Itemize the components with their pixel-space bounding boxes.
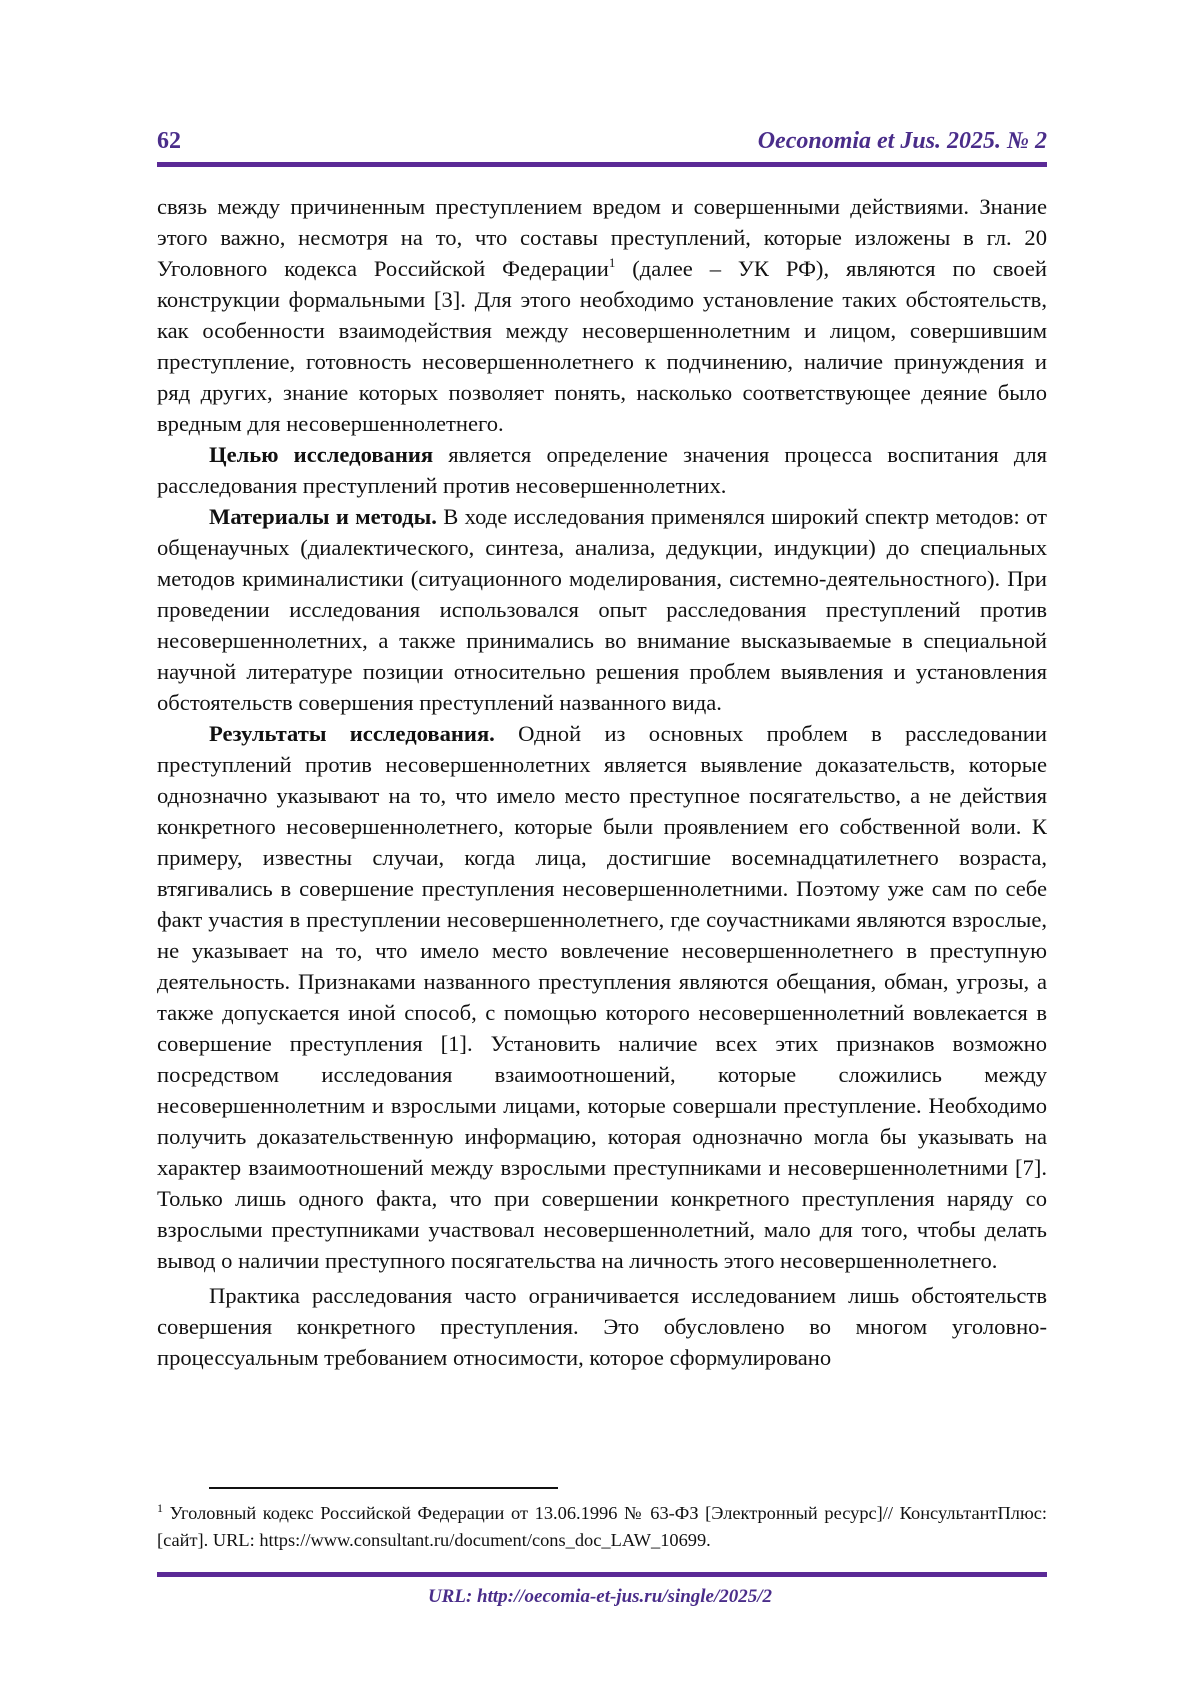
page-header: [157, 128, 1047, 162]
journal-title: Oeconomia et Jus. 2025. № 2: [757, 128, 1047, 154]
methods-text: В ходе исследования применялся широкий спектр методов: от общенаучных (диалектического, синтеза, анализа, дедукции, индукции) до специальных методов криминалистики (ситуационного моделирования, системно-деятельностного). При проведении исследования использовался опыт расследования преступлений против несовершеннолетних, а также принимались во внимание высказываемые в специальной научной литературе позиции относительно решения проблем выявления и установления обстоятельств совершения преступлений названного вида.: [157, 504, 1047, 715]
aim-text: является определение значения процесса воспитания для расследования преступлений против несовершеннолетних.: [157, 442, 1047, 498]
paragraph-1: [157, 191, 1047, 439]
paragraph-1-text-a: связь между причиненным преступлением вредом и совершенными действиями. Знание этого важно, несмотря на то, что составы преступлений, которые изложены в гл. 20 Уголовного кодекса Российской Федерации: [157, 194, 1047, 281]
article-body: [157, 191, 1047, 1373]
page-number: 62: [157, 128, 181, 154]
aim-heading: Целью исследования: [209, 442, 434, 467]
footnote-divider: [209, 1487, 558, 1489]
footnote-mark: 1: [157, 1501, 163, 1515]
methods-heading: Материалы и методы.: [209, 504, 437, 529]
results-text: Одной из основных проблем в расследовании преступлений против несовершеннолетних является выявление доказательств, которые однозначно указывают на то, что имело место преступное посягательство, а не действия конкретного несовершеннолетнего, которые были проявлением его собственной воли. К примеру, известны случаи, когда лица, достигшие восемнадцатилетнего возраста, втягивались в совершение преступления несовершеннолетними. Поэтому уже сам по себе факт участия в преступлении несовершеннолетнего, где соучастниками являются взрослые, не указывает на то, что имело место вовлечение несовершеннолетнего в преступную деятельность. Признаками названного преступления являются обещания, обман, угрозы, а также допускается иной способ, с помощью которого несовершеннолетний вовлекается в совершение преступления [1]. Установить наличие всех этих признаков возможно посредством исследования взаимоотношений, которые сложились между несовершеннолетним и взрослыми лицами, которые совершали преступление. Необходимо получить доказательственную информацию, которая однозначно могла бы указывать на характер взаимоотношений между взрослыми преступниками и несовершеннолетними [7]. Только лишь одного факта, что при совершении конкретного преступления наряду со взрослыми преступниками участвовал несовершеннолетний, мало для того, чтобы делать вывод о наличии преступного посягательства на личность этого несовершеннолетнего.: [157, 721, 1047, 1273]
footnote: [157, 1500, 1047, 1554]
paragraph-practice: [157, 1280, 1047, 1373]
footnote-text: Уголовный кодекс Российской Федерации от 13.06.1996 № 63-ФЗ [Электронный ресурс]// КонсультантПлюс: [сайт]. URL: https://www.consultant.ru/document/cons_doc_LAW_10699.: [157, 1503, 1047, 1550]
results-heading: Результаты исследования.: [209, 721, 495, 746]
paragraph-results: [157, 718, 1047, 1276]
paragraph-1-text-b: (далее – УК РФ), являются по своей конструкции формальными [3]. Для этого необходимо установление таких обстоятельств, как особенности взаимодействия между несовершеннолетним и лицом, совершившим преступление, готовность несовершеннолетнего к подчинению, наличие принуждения и ряд других, знание которых позволяет понять, насколько соответствующее деяние было вредным для несовершеннолетнего.: [157, 256, 1047, 436]
footer-divider: [157, 1572, 1047, 1577]
footer-url: URL: http://oecomia-et-jus.ru/single/2025/2: [427, 1586, 773, 1607]
practice-text: Практика расследования часто ограничивается исследованием лишь обстоятельств совершения конкретного преступления. Это обусловлено во многом уголовно-процессуальным требованием относимости, которое сформулировано: [157, 1283, 1047, 1370]
footnote-reference: 1: [608, 255, 616, 270]
header-divider: [157, 162, 1047, 167]
paragraph-methods: [157, 501, 1047, 718]
paragraph-aim: [157, 439, 1047, 501]
